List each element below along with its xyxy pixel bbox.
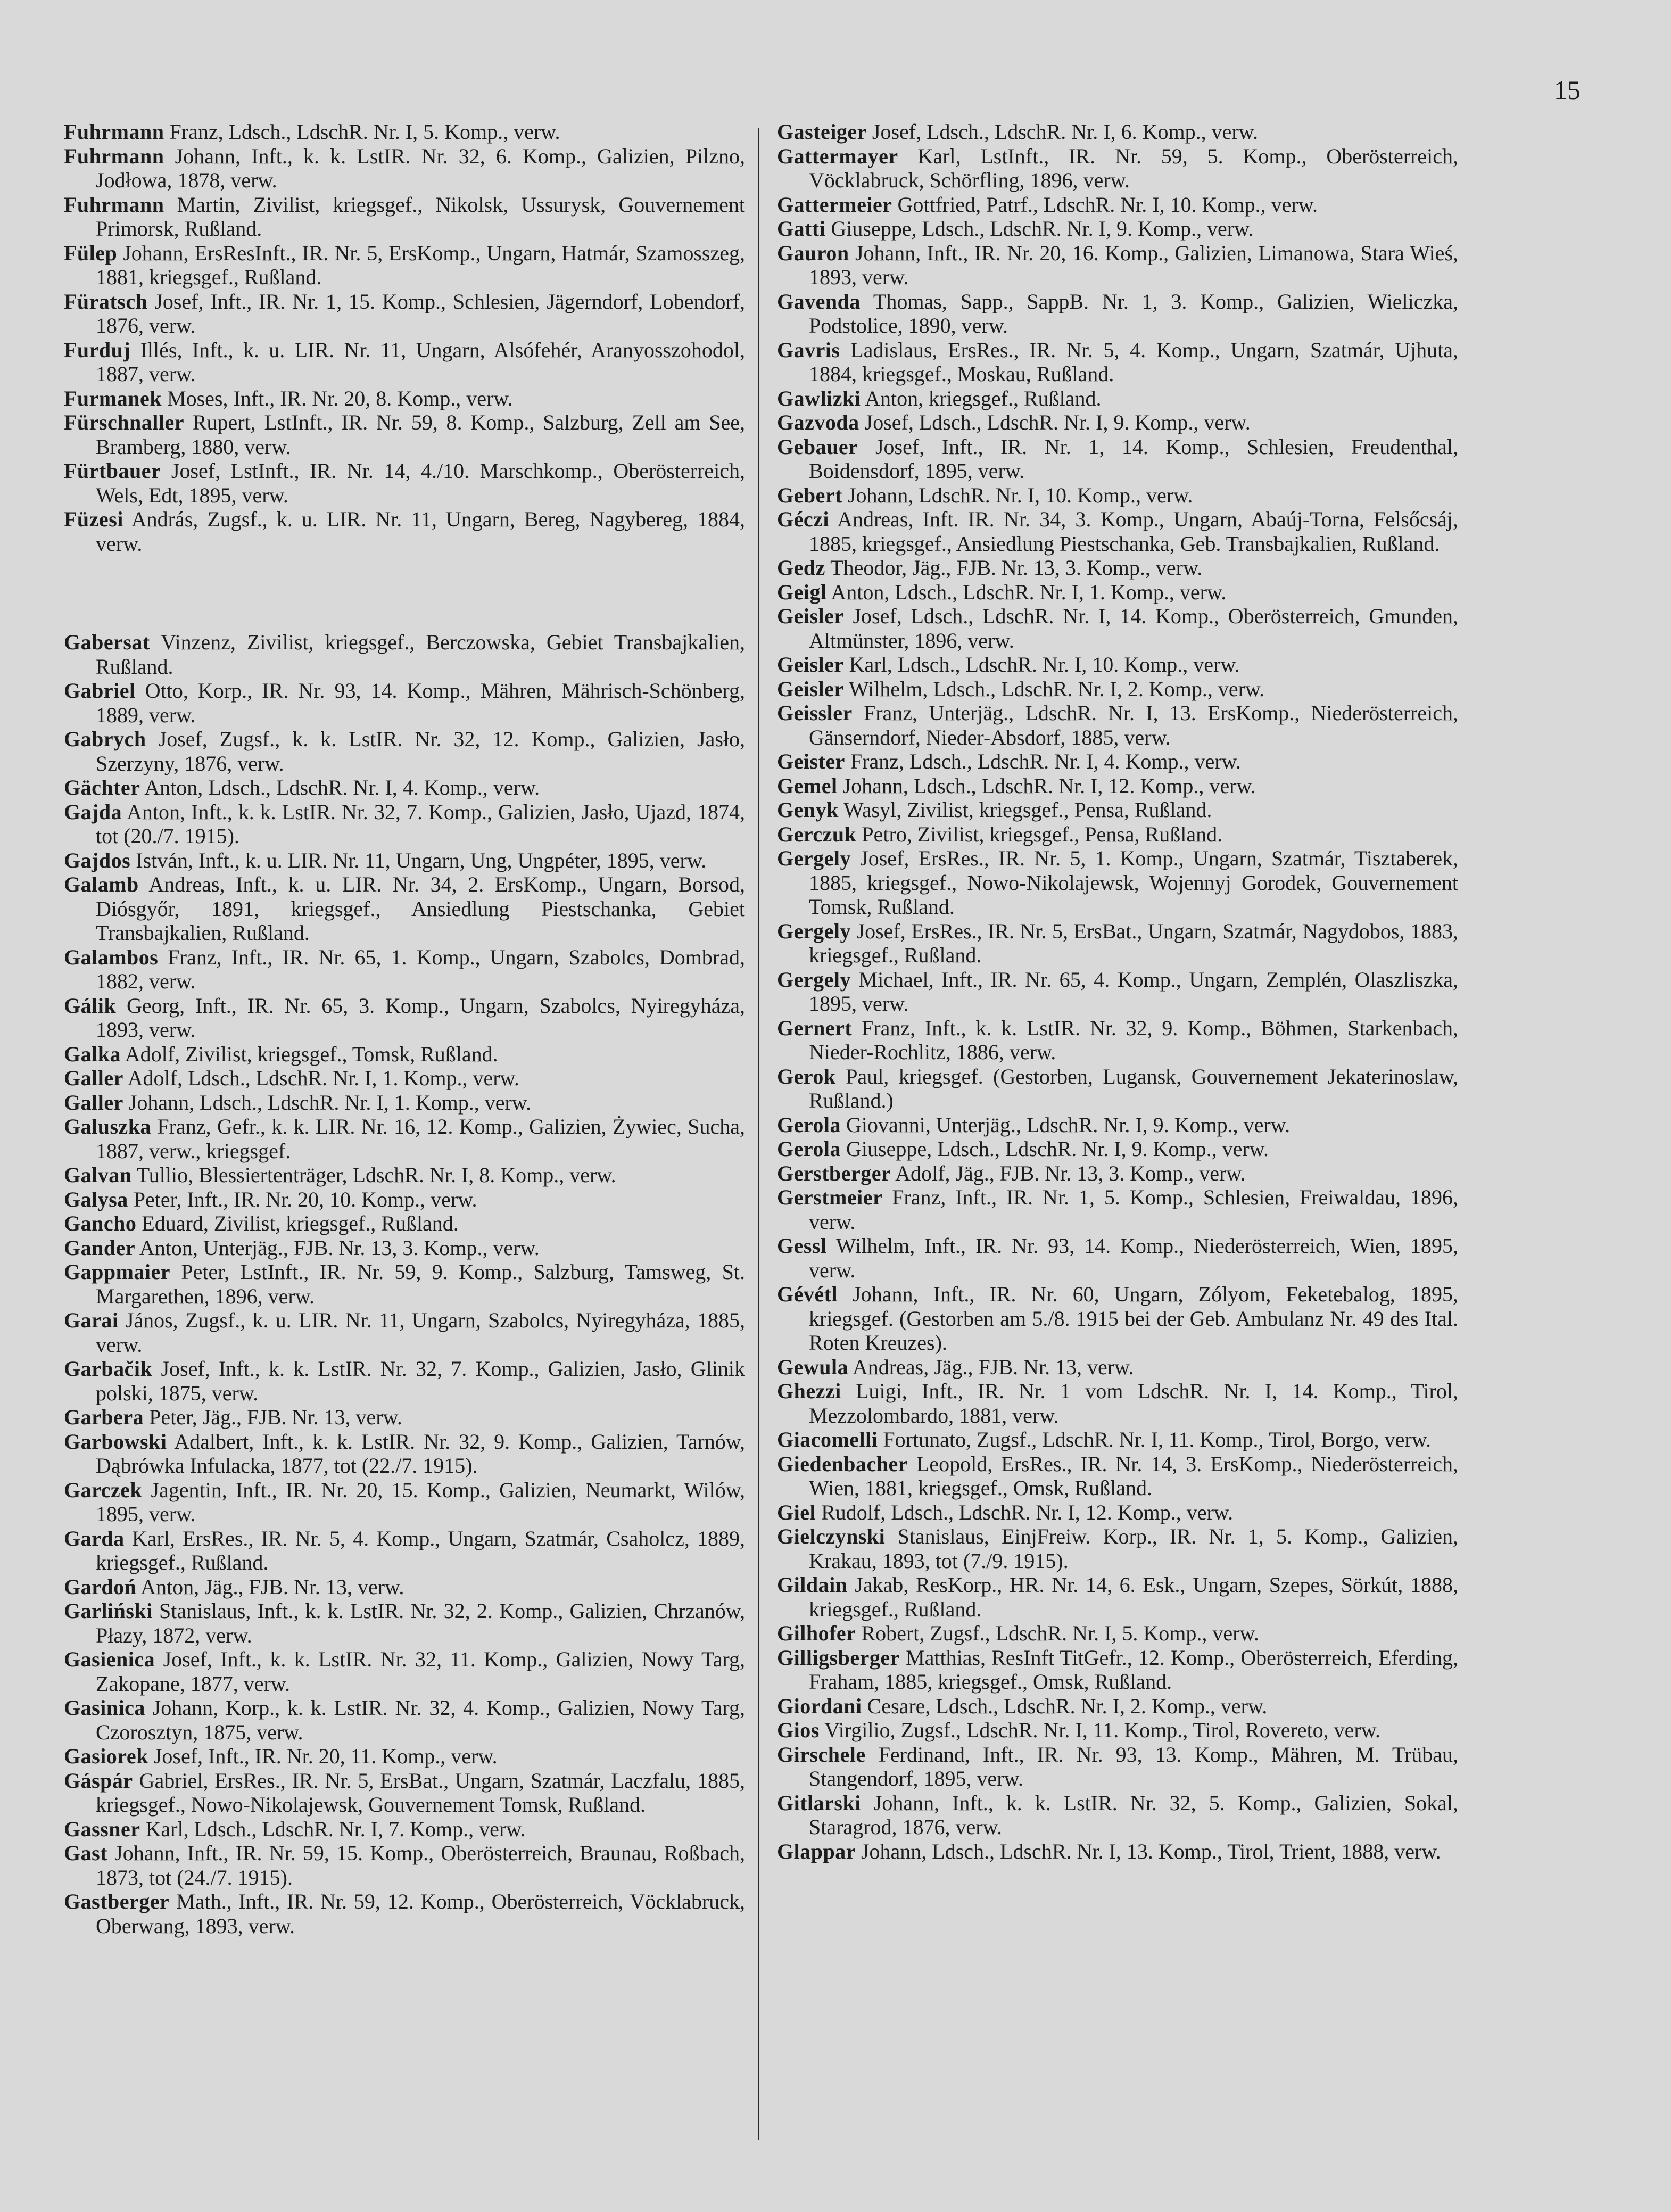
entry-details: Georg, Inft., IR. Nr. 65, 3. Komp., Ungarn, Szabolcs, Nyiregyháza, 1893, verw. — [96, 993, 745, 1042]
entry-surname: Gergely — [777, 967, 851, 992]
entry-details: Wasyl, Zivilist, kriegsgef., Pensa, Rußland. — [843, 798, 1212, 822]
entry-details: Josef, Inft., IR. Nr. 1, 15. Komp., Schlesien, Jägerndorf, Lobendorf, 1876, verw. — [96, 289, 746, 337]
entry-details: Adalbert, Inft., k. k. LstIR. Nr. 32, 9. Komp., Galizien, Tarnów, Dąbrówka Infulacka, 1877, tot (22./7. 1915). — [96, 1429, 745, 1478]
entry-surname: Galuszka — [64, 1115, 152, 1138]
register-entry — [64, 386, 745, 411]
entry-surname: Gerok — [777, 1064, 836, 1088]
entry-details: Josef, Inft., IR. Nr. 1, 14. Komp., Schlesien, Freudenthal, Boidensdorf, 1895, verw. — [809, 434, 1458, 483]
entry-surname: Gergely — [777, 846, 851, 870]
register-entry — [64, 848, 745, 873]
register-entry — [777, 1500, 1458, 1525]
entry-details: Giuseppe, Ldsch., LdschR. Nr. I, 9. Komp., verw. — [831, 217, 1254, 241]
entry-surname: Galvan — [64, 1163, 132, 1187]
register-entry — [64, 727, 745, 775]
entry-details: Anton, Jäg., FJB. Nr. 13, verw. — [140, 1574, 404, 1599]
entry-details: Matthias, ResInft TitGefr., 12. Komp., Oberösterreich, Eferding, Fraham, 1885, kriegsgef., Omsk, Rußland. — [809, 1645, 1459, 1694]
register-entry — [64, 1575, 745, 1599]
register-entry — [777, 677, 1458, 701]
entry-details: Paul, kriegsgef. (Gestorben, Lugansk, Gouvernement Jekaterinoslaw, Rußland.) — [809, 1064, 1459, 1112]
entry-details: Karl, LstInft., IR. Nr. 59, 5. Komp., Oberösterreich, Vöcklabruck, Schörfling, 1896, verw. — [809, 144, 1458, 192]
register-entry — [64, 1163, 745, 1187]
entry-details: Moses, Inft., IR. Nr. 20, 8. Komp., verw. — [167, 386, 513, 410]
register-entry — [64, 507, 745, 556]
register-entry — [64, 1647, 745, 1696]
entry-details: Rudolf, Ldsch., LdschR. Nr. I, 12. Komp., verw. — [821, 1500, 1234, 1524]
register-entry — [777, 1379, 1458, 1427]
right-column — [777, 120, 1458, 1863]
entry-surname: Füratsch — [64, 289, 148, 313]
register-entry — [777, 1185, 1458, 1234]
entry-details: Karl, ErsRes., IR. Nr. 5, 4. Komp., Ungarn, Szatmár, Csaholcz, 1889, kriegsgef., Rußland. — [96, 1526, 746, 1574]
entry-surname: Gerczuk — [777, 822, 857, 846]
entry-details: Stanislaus, Inft., k. k. LstIR. Nr. 32, 2. Komp., Galizien, Chrzanów, Płazy, 1872, verw. — [96, 1599, 745, 1647]
entry-details: Eduard, Zivilist, kriegsgef., Rußland. — [142, 1211, 459, 1235]
entry-surname: Gancho — [64, 1211, 137, 1235]
entry-surname: Garczek — [64, 1478, 143, 1502]
entry-surname: Gabriel — [64, 679, 136, 703]
entry-surname: Gazvoda — [777, 410, 859, 434]
entry-surname: Gawlizki — [777, 386, 861, 410]
entry-surname: Ghezzi — [777, 1379, 841, 1403]
entry-surname: Glappar — [777, 1839, 856, 1863]
entry-details: Josef, Inft., k. k. LstIR. Nr. 32, 11. Komp., Galizien, Nowy Targ, Zakopane, 1877, verw. — [96, 1647, 746, 1696]
register-entry — [777, 386, 1458, 411]
register-entry — [777, 580, 1458, 605]
entry-surname: Gattermeier — [777, 192, 892, 217]
entry-surname: Geisler — [777, 653, 844, 676]
register-entry — [777, 919, 1458, 968]
entry-details: Anton, Ldsch., LdschR. Nr. I, 1. Komp., verw. — [831, 580, 1227, 604]
register-entry — [777, 193, 1458, 217]
entry-details: Johann, Inft., IR. Nr. 59, 15. Komp., Oberösterreich, Braunau, Roßbach, 1873, tot (24./7. 1915). — [96, 1841, 745, 1889]
entry-surname: Gassner — [64, 1817, 140, 1841]
register-entry — [64, 1889, 745, 1938]
register-entry — [777, 1839, 1458, 1864]
entry-details: Peter, Jäg., FJB. Nr. 13, verw. — [149, 1405, 402, 1429]
register-entry — [64, 1430, 745, 1478]
register-entry — [777, 701, 1458, 749]
register-entry — [64, 459, 745, 507]
entry-surname: Giel — [777, 1500, 816, 1524]
register-entry — [64, 1211, 745, 1236]
entry-surname: Giedenbacher — [777, 1451, 908, 1476]
register-entry — [777, 1791, 1458, 1839]
entry-details: Giuseppe, Ldsch., LdschR. Nr. I, 9. Komp., verw. — [846, 1137, 1269, 1161]
register-entry — [777, 604, 1458, 653]
entry-surname: Gessl — [777, 1234, 827, 1258]
entry-surname: Garbowski — [64, 1429, 167, 1454]
entry-surname: Galler — [64, 1066, 123, 1090]
entry-surname: Gebert — [777, 483, 842, 507]
entry-surname: Galambos — [64, 945, 159, 969]
register-entry — [777, 749, 1458, 774]
entry-details: Cesare, Ldsch., LdschR. Nr. I, 2. Komp., verw. — [867, 1694, 1268, 1718]
entry-surname: Fürtbauer — [64, 459, 161, 483]
entry-surname: Garbačik — [64, 1357, 153, 1381]
entry-details: Johann, Ldsch., LdschR. Nr. I, 1. Komp., verw. — [128, 1090, 532, 1115]
entry-details: Michael, Inft., IR. Nr. 65, 4. Komp., Ungarn, Zemplén, Olaszliszka, 1895, verw. — [809, 967, 1459, 1016]
entry-details: Leopold, ErsRes., IR. Nr. 14, 3. ErsKomp., Niederösterreich, Wien, 1881, kriegsgef., Omsk, Rußland. — [809, 1451, 1459, 1500]
entry-surname: Gáspár — [64, 1768, 133, 1793]
entry-surname: Gatti — [777, 217, 826, 241]
entry-details: Giovanni, Unterjäg., LdschR. Nr. I, 9. Komp., verw. — [846, 1112, 1290, 1137]
register-entry — [777, 435, 1458, 483]
entry-details: Illés, Inft., k. u. LIR. Nr. 11, Ungarn, Alsófehér, Aranyosszohodol, 1887, verw. — [96, 337, 745, 386]
entry-details: Tullio, Blessiertenträger, LdschR. Nr. I, 8. Komp., verw. — [136, 1163, 616, 1187]
entry-surname: Gastberger — [64, 1889, 170, 1913]
entry-surname: Gielczynski — [777, 1524, 886, 1548]
entry-details: Karl, Ldsch., LdschR. Nr. I, 10. Komp., verw. — [849, 653, 1240, 676]
entry-details: Adolf, Zivilist, kriegsgef., Tomsk, Rußland. — [125, 1042, 498, 1066]
entry-surname: Girschele — [777, 1742, 866, 1767]
entry-surname: Gergely — [777, 919, 851, 943]
entry-surname: Galamb — [64, 872, 139, 896]
entry-details: Gabriel, ErsRes., IR. Nr. 5, ErsBat., Ungarn, Szatmár, Laczfalu, 1885, kriegsgef., Nowo-Nikolajewsk, Gouvernement Tomsk, Rußland. — [96, 1768, 745, 1817]
register-entry — [777, 507, 1458, 556]
register-entry — [64, 1478, 745, 1526]
entry-details: Virgilio, Zugsf., LdschR. Nr. I, 11. Komp., Tirol, Rovereto, verw. — [824, 1718, 1381, 1742]
register-entry — [64, 1187, 745, 1212]
register-entry — [64, 1066, 745, 1091]
register-entry — [64, 1260, 745, 1308]
entry-surname: Gardoń — [64, 1574, 137, 1599]
entry-details: Adolf, Jäg., FJB. Nr. 13, 3. Komp., verw. — [895, 1161, 1246, 1185]
register-entry — [777, 774, 1458, 798]
entry-surname: Gavris — [777, 337, 840, 362]
entry-details: Ladislaus, ErsRes., IR. Nr. 5, 4. Komp., Ungarn, Szatmár, Ujhuta, 1884, kriegsgef., Moskau, Rußland. — [809, 337, 1458, 386]
register-entry — [64, 1841, 745, 1889]
register-entry — [777, 1743, 1458, 1791]
entry-details: Jakab, ResKorp., HR. Nr. 14, 6. Esk., Ungarn, Szepes, Sörkút, 1888, kriegsgef., Rußland. — [809, 1573, 1459, 1621]
entry-details: István, Inft., k. u. LIR. Nr. 11, Ungarn, Ung, Ungpéter, 1895, verw. — [136, 848, 707, 872]
entry-details: Thomas, Sapp., SappB. Nr. 1, 3. Komp., Galizien, Wieliczka, Podstolice, 1890, verw. — [809, 289, 1458, 337]
entry-details: Andreas, Inft., k. u. LIR. Nr. 34, 2. ErsKomp., Ungarn, Borsod, Diósgyőr, 1891, kriegsgef., Ansiedlung Piestschanka, Gebiet Transbajkalien, Rußland. — [96, 872, 745, 945]
register-entry — [777, 483, 1458, 508]
entry-details: Martin, Zivilist, kriegsgef., Nikolsk, Ussurysk, Gouvernement Primorsk, Rußland. — [96, 192, 746, 241]
entry-surname: Galysa — [64, 1187, 128, 1211]
register-entry — [64, 193, 745, 241]
register-entry — [777, 1452, 1458, 1500]
entry-details: Peter, LstInft., IR. Nr. 59, 9. Komp., Salzburg, Tamsweg, St. Margarethen, 1896, verw. — [96, 1260, 745, 1308]
register-entry — [64, 1817, 745, 1842]
register-entry — [64, 144, 745, 193]
entry-details: Johann, LdschR. Nr. I, 10. Komp., verw. — [847, 483, 1193, 507]
register-entry — [777, 1718, 1458, 1743]
entry-details: Otto, Korp., IR. Nr. 93, 14. Komp., Mähren, Mährisch-Schönberg, 1889, verw. — [96, 679, 745, 727]
entry-surname: Gander — [64, 1235, 136, 1260]
entry-details: Franz, Ldsch., LdschR. Nr. I, 4. Komp., verw. — [850, 749, 1241, 773]
entry-details: Gottfried, Patrf., LdschR. Nr. I, 10. Komp., verw. — [897, 192, 1318, 217]
register-entry — [64, 775, 745, 800]
register-entry — [64, 994, 745, 1042]
register-entry — [777, 1621, 1458, 1646]
register-entry — [777, 241, 1458, 290]
register-entry — [64, 1091, 745, 1115]
entry-surname: Gilligsberger — [777, 1645, 900, 1670]
register-entry — [777, 1427, 1458, 1452]
entry-surname: Gios — [777, 1718, 820, 1742]
register-entry — [777, 290, 1458, 338]
register-entry — [64, 1357, 745, 1405]
register-entry — [64, 945, 745, 994]
entry-details: János, Zugsf., k. u. LIR. Nr. 11, Ungarn, Szabolcs, Nyiregyháza, 1885, verw. — [96, 1308, 746, 1357]
entry-surname: Galka — [64, 1042, 121, 1066]
entry-surname: Gajda — [64, 799, 122, 824]
entry-surname: Fülep — [64, 241, 118, 265]
register-entry — [777, 1694, 1458, 1719]
entry-surname: Gerola — [777, 1112, 841, 1137]
entry-surname: Gappmaier — [64, 1260, 171, 1284]
register-entry — [777, 1161, 1458, 1186]
entry-surname: Geigl — [777, 580, 827, 604]
entry-details: Johann, Inft., IR. Nr. 20, 16. Komp., Galizien, Limanowa, Stara Wieś, 1893, verw. — [809, 241, 1459, 289]
entry-surname: Gajdos — [64, 848, 131, 872]
entry-surname: Géczi — [777, 507, 829, 531]
entry-details: Josef, Ldsch., LdschR. Nr. I, 6. Komp., verw. — [872, 120, 1258, 144]
register-entry — [64, 1769, 745, 1817]
page-number: 15 — [1554, 75, 1581, 105]
entry-surname: Gerola — [777, 1137, 841, 1161]
register-entry — [777, 217, 1458, 241]
register-entry — [777, 556, 1458, 580]
entry-details: Franz, Ldsch., LdschR. Nr. I, 5. Komp., verw. — [169, 120, 560, 144]
entry-details: Franz, Unterjäg., LdschR. Nr. I, 13. ErsKomp., Niederösterreich, Gänserndorf, Nieder-Absdorf, 1885, verw. — [809, 701, 1459, 749]
entry-surname: Gálik — [64, 993, 117, 1018]
entry-details: Johann, ErsResInft., IR. Nr. 5, ErsKomp., Ungarn, Hatmár, Szamosszeg, 1881, kriegsgef., Rußland. — [96, 241, 746, 289]
register-entry — [777, 1016, 1458, 1064]
register-entry — [64, 800, 745, 848]
entry-details: Anton, Unterjäg., FJB. Nr. 13, 3. Komp., verw. — [139, 1235, 540, 1260]
register-entry — [64, 120, 745, 144]
entry-surname: Gast — [64, 1841, 107, 1865]
entry-details: Andreas, Jäg., FJB. Nr. 13, verw. — [852, 1355, 1134, 1379]
entry-surname: Fürschnaller — [64, 410, 184, 434]
entry-surname: Garda — [64, 1526, 125, 1550]
register-entry — [777, 1137, 1458, 1161]
entry-details: András, Zugsf., k. u. LIR. Nr. 11, Ungarn, Bereg, Nagybereg, 1884, verw. — [96, 507, 746, 556]
entry-surname: Geister — [777, 749, 845, 773]
entry-surname: Gasienica — [64, 1647, 155, 1671]
entry-surname: Gemel — [777, 773, 838, 798]
entry-surname: Giordani — [777, 1694, 862, 1718]
entry-surname: Gewula — [777, 1355, 849, 1379]
entry-details: Robert, Zugsf., LdschR. Nr. I, 5. Komp., verw. — [861, 1621, 1259, 1645]
entry-details: Josef, ErsRes., IR. Nr. 5, 1. Komp., Ungarn, Szatmár, Tisztaberek, 1885, kriegsgef., Nowo-Nikolajewsk, Wojennyj Gorodek, Gouvernement Tomsk, Rußland. — [809, 846, 1459, 919]
register-entry — [64, 1405, 745, 1430]
entry-surname: Gabersat — [64, 630, 150, 654]
entry-details: Franz, Inft., IR. Nr. 1, 5. Komp., Schlesien, Freiwaldau, 1896, verw. — [809, 1185, 1459, 1234]
entry-details: Stanislaus, EinjFreiw. Korp., IR. Nr. 1, 5. Komp., Galizien, Krakau, 1893, tot (7./9. 1915). — [809, 1524, 1459, 1573]
entry-details: Josef, Ldsch., LdschR. Nr. I, 14. Komp., Oberösterreich, Gmunden, Altmünster, 1896, verw. — [809, 604, 1459, 653]
register-entry — [777, 968, 1458, 1016]
entry-details: Josef, Inft., k. k. LstIR. Nr. 32, 7. Komp., Galizien, Jasło, Glinik polski, 1875, verw. — [96, 1357, 745, 1405]
entry-surname: Geisler — [777, 604, 844, 628]
register-entry — [777, 1646, 1458, 1694]
entry-surname: Gernert — [777, 1016, 853, 1040]
entry-surname: Gasiorek — [64, 1744, 148, 1768]
entry-details: Wilhelm, Inft., IR. Nr. 93, 14. Komp., Niederösterreich, Wien, 1895, verw. — [809, 1234, 1458, 1282]
entry-details: Franz, Inft., k. k. LstIR. Nr. 32, 9. Komp., Böhmen, Starkenbach, Nieder-Rochlitz, 1886, verw. — [809, 1016, 1459, 1064]
register-entry — [64, 1308, 745, 1357]
register-entry — [777, 846, 1458, 919]
entry-surname: Gebauer — [777, 434, 858, 459]
entry-surname: Gitlarski — [777, 1790, 861, 1815]
entry-surname: Gasinica — [64, 1696, 145, 1720]
entry-details: Josef, Ldsch., LdschR. Nr. I, 9. Komp., verw. — [864, 410, 1251, 434]
entry-details: Peter, Inft., IR. Nr. 20, 10. Komp., verw. — [133, 1187, 477, 1211]
entry-details: Vinzenz, Zivilist, kriegsgef., Berczowska, Gebiet Transbajkalien, Rußland. — [96, 630, 746, 679]
register-entry — [777, 822, 1458, 847]
register-entry — [64, 1042, 745, 1067]
entry-details: Karl, Ldsch., LdschR. Nr. I, 7. Komp., verw. — [145, 1817, 526, 1841]
register-entry — [64, 338, 745, 386]
entry-details: Johann, Ldsch., LdschR. Nr. I, 12. Komp., verw. — [842, 773, 1256, 798]
entry-surname: Gauron — [777, 241, 849, 265]
entry-details: Anton, kriegsgef., Rußland. — [865, 386, 1102, 410]
entry-surname: Fuhrmann — [64, 120, 164, 144]
register-entry — [777, 410, 1458, 435]
entry-surname: Gattermayer — [777, 144, 898, 168]
entry-details: Math., Inft., IR. Nr. 59, 12. Komp., Oberösterreich, Vöcklabruck, Oberwang, 1893, verw. — [96, 1889, 746, 1938]
register-entry — [64, 872, 745, 945]
entry-surname: Garbera — [64, 1405, 144, 1429]
register-entry — [777, 1524, 1458, 1573]
entry-details: Josef, Inft., IR. Nr. 20, 11. Komp., verw. — [153, 1744, 498, 1768]
entry-surname: Gavenda — [777, 289, 861, 313]
entry-surname: Fuhrmann — [64, 192, 164, 217]
entry-details: Johann, Inft., IR. Nr. 60, Ungarn, Zólyom, Feketebalog, 1895, kriegsgef. (Gestorben am 5./8. 1915 bei der Geb. Ambulanz Nr. 49 des Ital. Roten Kreuzes). — [809, 1282, 1459, 1355]
entry-surname: Gerstberger — [777, 1161, 891, 1185]
entry-surname: Geissler — [777, 701, 853, 725]
register-entry — [64, 1236, 745, 1260]
entry-surname: Furmanek — [64, 386, 162, 410]
entry-surname: Füzesi — [64, 507, 123, 531]
entry-surname: Genyk — [777, 798, 839, 822]
register-entry — [64, 241, 745, 290]
entry-details: Fortunato, Zugsf., LdschR. Nr. I, 11. Komp., Tirol, Borgo, verw. — [883, 1427, 1432, 1451]
entry-details: Franz, Gefr., k. k. LIR. Nr. 16, 12. Komp., Galizien, Żywiec, Sucha, 1887, verw., kriegsgef. — [96, 1115, 746, 1163]
entry-surname: Giacomelli — [777, 1427, 878, 1451]
letter-section-gap — [64, 556, 745, 630]
column-divider — [758, 128, 759, 2140]
entry-surname: Geisler — [777, 676, 844, 701]
entry-details: Ferdinand, Inft., IR. Nr. 93, 13. Komp., Mähren, M. Trübau, Stangendorf, 1895, verw. — [809, 1742, 1459, 1790]
entry-details: Petro, Zivilist, kriegsgef., Pensa, Rußland. — [862, 822, 1223, 846]
entry-surname: Gedz — [777, 556, 825, 580]
register-entry — [777, 798, 1458, 822]
entry-surname: Fuhrmann — [64, 144, 164, 168]
entry-details: Johann, Korp., k. k. LstIR. Nr. 32, 4. Komp., Galizien, Nowy Targ, Czorosztyn, 1875, verw. — [96, 1696, 746, 1744]
entry-details: Franz, Inft., IR. Nr. 65, 1. Komp., Ungarn, Szabolcs, Dombrad, 1882, verw. — [96, 945, 745, 993]
entry-details: Anton, Ldsch., LdschR. Nr. I, 4. Komp., verw. — [144, 775, 540, 799]
entry-details: Andreas, Inft. IR. Nr. 34, 3. Komp., Ungarn, Abaúj-Torna, Felsőcsáj, 1885, kriegsgef., Ansiedlung Piestschanka, Geb. Transbajkalien, Rußland. — [809, 507, 1458, 556]
entry-surname: Gasteiger — [777, 120, 867, 144]
entry-details: Adolf, Ldsch., LdschR. Nr. I, 1. Komp., verw. — [127, 1066, 519, 1090]
entry-details: Josef, LstInft., IR. Nr. 14, 4./10. Marschkomp., Oberösterreich, Wels, Edt, 1895, verw. — [96, 459, 746, 507]
entry-details: Johann, Inft., k. k. LstIR. Nr. 32, 5. Komp., Galizien, Sokal, Staragrod, 1876, verw. — [809, 1790, 1459, 1839]
register-entry — [777, 653, 1458, 677]
register-entry — [64, 1115, 745, 1163]
register-entry — [777, 120, 1458, 144]
register-entry — [777, 338, 1458, 386]
register-entry — [777, 1282, 1458, 1355]
entry-details: Wilhelm, Ldsch., LdschR. Nr. I, 2. Komp., verw. — [848, 676, 1265, 701]
register-entry — [777, 1234, 1458, 1282]
entry-details: Jagentin, Inft., IR. Nr. 20, 15. Komp., Galizien, Neumarkt, Wilów, 1895, verw. — [96, 1478, 746, 1526]
entry-details: Theodor, Jäg., FJB. Nr. 13, 3. Komp., verw. — [830, 556, 1203, 580]
entry-details: Johann, Inft., k. k. LstIR. Nr. 32, 6. Komp., Galizien, Pilzno, Jodłowa, 1878, verw. — [96, 144, 746, 192]
entry-surname: Garliński — [64, 1599, 153, 1623]
entry-surname: Gildain — [777, 1573, 848, 1597]
entry-surname: Furduj — [64, 337, 131, 362]
entry-surname: Gächter — [64, 775, 140, 799]
register-entry — [64, 1599, 745, 1647]
entry-details: Josef, ErsRes., IR. Nr. 5, ErsBat., Ungarn, Szatmár, Nagydobos, 1883, kriegsgef., Rußland. — [809, 919, 1459, 967]
register-entry — [64, 1526, 745, 1575]
register-entry — [777, 1355, 1458, 1380]
entry-surname: Gilhofer — [777, 1621, 856, 1645]
entry-details: Luigi, Inft., IR. Nr. 1 vom LdschR. Nr. I, 14. Komp., Tirol, Mezzolombardo, 1881, verw. — [809, 1379, 1458, 1427]
register-entry — [64, 1744, 745, 1769]
register-entry — [777, 1113, 1458, 1137]
entry-surname: Gabrych — [64, 727, 146, 751]
register-entry — [777, 1573, 1458, 1621]
register-entry — [64, 410, 745, 459]
register-entry — [64, 679, 745, 727]
entry-surname: Garai — [64, 1308, 119, 1332]
entry-details: Rupert, LstInft., IR. Nr. 59, 8. Komp., Salzburg, Zell am See, Bramberg, 1880, verw. — [96, 410, 746, 459]
entry-details: Josef, Zugsf., k. k. LstIR. Nr. 32, 12. Komp., Galizien, Jasło, Szerzyny, 1876, verw. — [96, 727, 745, 775]
register-entry — [777, 1064, 1458, 1113]
entry-surname: Gévétl — [777, 1282, 838, 1306]
entry-details: Anton, Inft., k. k. LstIR. Nr. 32, 7. Komp., Galizien, Jasło, Ujazd, 1874, tot (20./7. 1915). — [96, 799, 745, 848]
register-entry — [64, 1696, 745, 1744]
left-column — [64, 120, 745, 1938]
register-entry — [777, 144, 1458, 193]
register-entry — [64, 290, 745, 338]
entry-surname: Galler — [64, 1090, 123, 1115]
register-entry — [64, 630, 745, 679]
entry-surname: Gerstmeier — [777, 1185, 883, 1209]
entry-details: Johann, Ldsch., LdschR. Nr. I, 13. Komp., Tirol, Trient, 1888, verw. — [861, 1839, 1441, 1863]
